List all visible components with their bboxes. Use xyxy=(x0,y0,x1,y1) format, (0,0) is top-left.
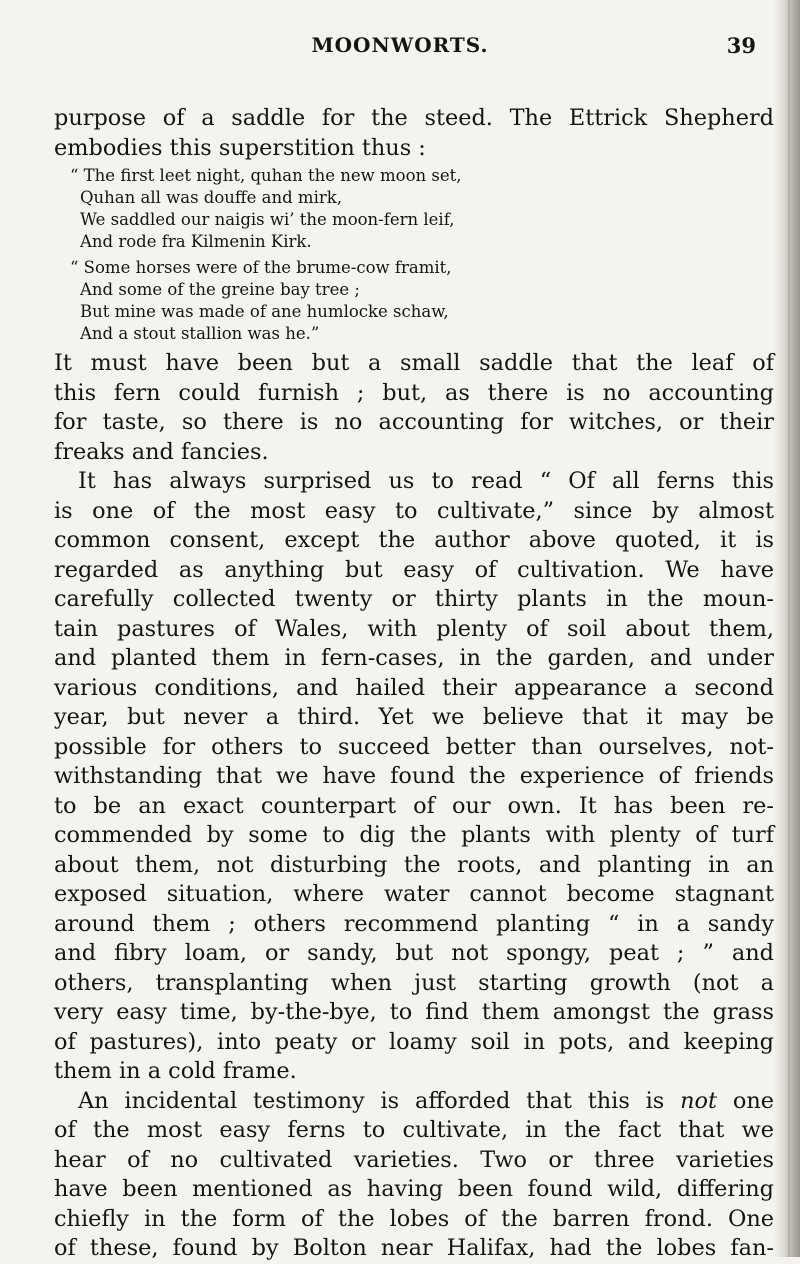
text-line: and fibry loam, or sandy, but not spongy, peat ; ” and xyxy=(54,940,774,966)
paragraph-1 xyxy=(54,104,774,163)
text-line: of the most easy ferns to cultivate, in the fact that we xyxy=(54,1117,774,1143)
text-line: carefully collected twenty or thirty plants in the moun- xyxy=(54,586,774,612)
text-line-with-emphasis xyxy=(54,1087,774,1117)
text-line: to be an exact counterpart of our own. It has been re- xyxy=(54,792,774,819)
text-line: of pastures), into peaty or loamy soil in pots, and keeping xyxy=(54,1028,774,1055)
text-line: hear of no cultivated varieties. Two or three varieties xyxy=(54,1146,774,1173)
text-line: of these, found by Bolton near Halifax, had the lobes fan- xyxy=(54,1235,774,1261)
text-line: purpose of a saddle for the steed. The Ettrick Shepherd xyxy=(54,105,774,131)
verse-line: We saddled our naigis wi’ the moon-fern leif, xyxy=(80,210,455,229)
verse-line: Quhan all was douffe and mirk, xyxy=(80,188,342,207)
emphasis-not: not xyxy=(680,1087,718,1114)
text-segment: one xyxy=(732,1087,774,1114)
text-line: It must have been but a small saddle that the leaf of xyxy=(54,350,774,376)
text-line: regarded as anything but easy of cultivation. We have xyxy=(54,556,774,583)
verse-line: And rode fra Kilmenin Kirk. xyxy=(80,232,312,251)
text-line: others, transplanting when just starting growth (not a xyxy=(54,969,774,996)
text-line: chiefly in the form of the lobes of the barren frond. One xyxy=(54,1205,774,1232)
text-line: exposed situation, where water cannot become stagnant xyxy=(54,881,774,907)
text-line: It has always surprised us to read “ Of all ferns this xyxy=(78,468,774,494)
text-line: possible for others to succeed better than ourselves, not- xyxy=(54,733,774,760)
text-line: embodies this superstition thus : xyxy=(54,134,426,161)
text-line: commended by some to dig the plants with plenty of turf xyxy=(54,822,774,848)
text-line: for taste, so there is no accounting for witches, or their xyxy=(54,409,774,435)
body-text xyxy=(54,104,774,1264)
running-head xyxy=(0,33,800,63)
text-line: and planted them in fern-cases, in the garden, and under xyxy=(54,645,774,671)
text-line: tain pastures of Wales, with plenty of soil about them, xyxy=(54,615,774,642)
text-line: them in a cold frame. xyxy=(54,1058,297,1084)
text-line: various conditions, and hailed their appearance a second xyxy=(54,674,774,701)
verse-line: “ The first leet night, quhan the new moon set, xyxy=(70,166,462,185)
text-line: common consent, except the author above quoted, it is xyxy=(54,527,774,553)
text-line: have been mentioned as having been found wild, differing xyxy=(54,1176,774,1202)
paragraph-4 xyxy=(54,1087,774,1264)
text-line: year, but never a third. Yet we believe that it may be xyxy=(54,704,774,730)
verse-line: “ Some horses were of the brume-cow framit, xyxy=(70,258,452,277)
text-segment: An incidental testimony is afforded that this is xyxy=(78,1087,665,1114)
verse-line: But mine was made of ane humlocke schaw, xyxy=(80,302,449,321)
text-line: freaks and fancies. xyxy=(54,438,269,465)
text-line: about them, not disturbing the roots, and planting in an xyxy=(54,851,774,878)
paragraph-2 xyxy=(54,349,774,467)
paragraph-3 xyxy=(54,467,774,1087)
page-number: 39 xyxy=(726,33,756,58)
verse-quotation xyxy=(54,165,774,345)
verse-line: And a stout stallion was he.” xyxy=(80,324,320,343)
running-head-title: MOONWORTS. xyxy=(311,33,489,57)
text-line: very easy time, by-the-bye, to find them amongst the grass xyxy=(54,999,774,1025)
text-line: withstanding that we have found the experience of friends xyxy=(54,763,774,789)
text-line: is one of the most easy to cultivate,” since by almost xyxy=(54,497,774,524)
text-line: around them ; others recommend planting “ in a sandy xyxy=(54,910,774,937)
verse-line: And some of the greine bay tree ; xyxy=(80,280,360,299)
page-edge-shadow xyxy=(774,0,800,1257)
text-line: this fern could furnish ; but, as there is no accounting xyxy=(54,379,774,406)
